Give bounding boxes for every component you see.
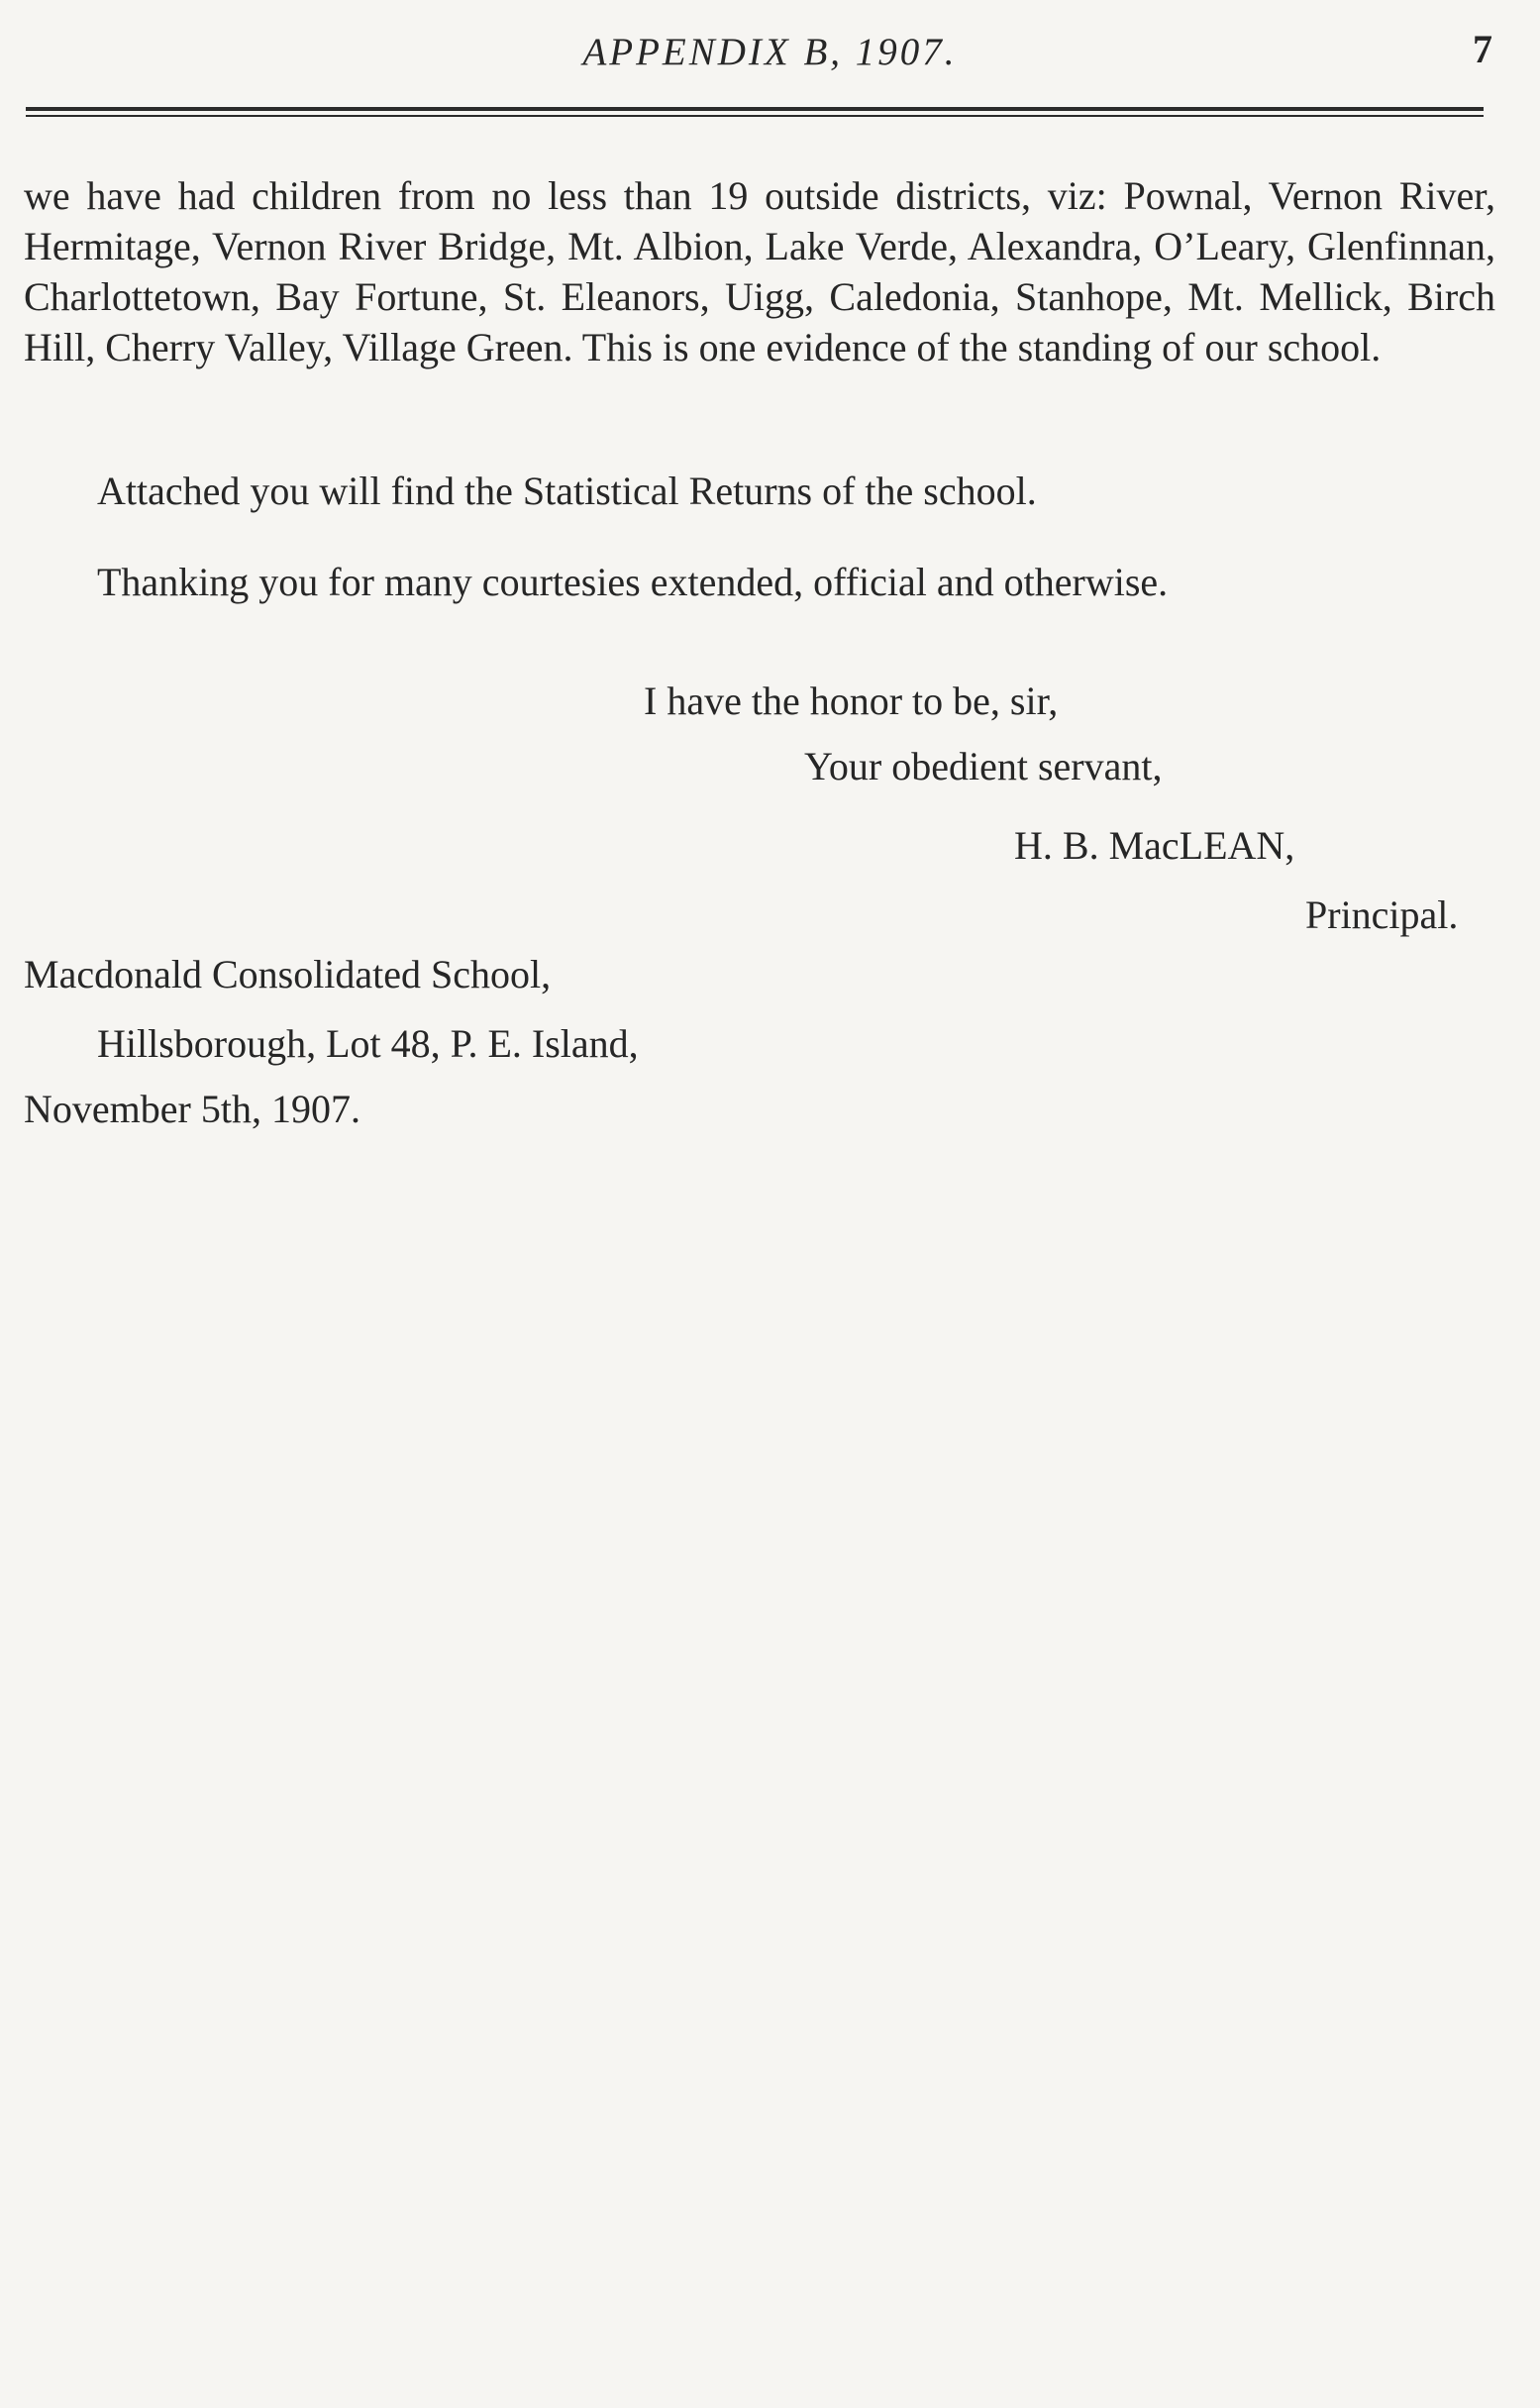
closing-honor-line: I have the honor to be, sir,: [644, 679, 1059, 723]
closing-servant-line: Your obedient servant,: [804, 744, 1163, 788]
page-number: 7: [1473, 27, 1492, 71]
address-school: Macdonald Consolidated School,: [24, 952, 552, 996]
districts-paragraph: we have had children from no less than 19 outside districts, viz: Pownal, Vernon River, Hermitage, Vernon River Bridge, Mt. Albion, Lake Verde, Alexandra, O’Leary, Glenfinnan, Charlottetown, Bay Fortune, St. Eleanors, Uigg, Caledonia, Stanhope, Mt. Mellick, Birch Hill, Cherry Valley, Village Green. This is one evidence of the standing of our school.: [24, 173, 1495, 369]
thanking-line: Thanking you for many courtesies extended, official and otherwise.: [97, 560, 1169, 604]
signatory-title: Principal.: [1305, 892, 1459, 937]
running-header-title: APPENDIX B, 1907.: [582, 31, 958, 73]
signatory-name: H. B. MacLEAN,: [1014, 823, 1295, 868]
header-rule-thick: [26, 107, 1484, 111]
address-location: Hillsborough, Lot 48, P. E. Island,: [97, 1021, 639, 1066]
letter-date: November 5th, 1907.: [24, 1087, 360, 1131]
attached-line: Attached you will find the Statistical Returns of the school.: [97, 469, 1037, 513]
header-rule-thin: [26, 115, 1484, 117]
